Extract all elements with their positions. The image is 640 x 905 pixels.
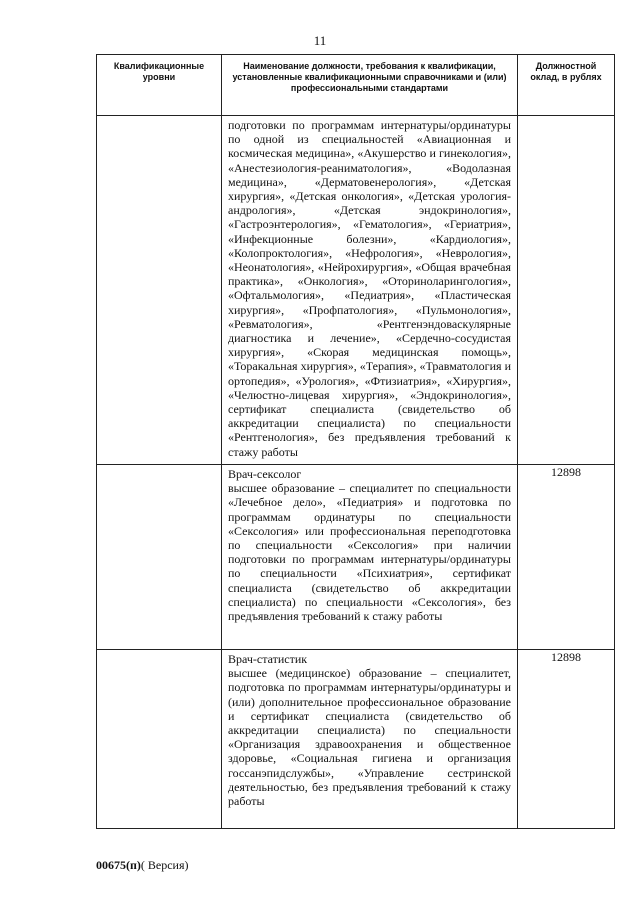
position-requirements-text: подготовки по программам интернатуры/ординатуры по одной из специальностей «Авиационная и космическая медицина», «Акушерство и гинекология», «Анестезиология-реаниматология», «Водолазная медицина», «Дерматовенерология», «Детская хирургия», «Детская онкология», «Детская урология-андрология», «Детская эндокринология», «Гастроэнтерология», «Гематология», «Гериатрия», «Инфекционные болезни», «Кардиология», «Колопроктология», «Нефрология», «Неврология», «Неонатология», «Нейрохирургия», «Общая врачебная практика», «Онкология», «Оториноларингология», «Офтальмология», «Педиатрия», «Пластическая хирургия», «Профпатология», «Пульмонология», «Ревматология», «Рентгенэндоваскулярные диагностика и лечение», «Сердечно-сосудистая хирургия», «Скорая медицинская помощь», «Торакальная хирургия», «Терапия», «Травматология и ортопедия», «Урология», «Фтизиатрия», «Хирургия», «Челюстно-лицевая хирургия», «Эндокринология», сертификат специалиста (свидетельство об аккредитации специалиста) по специальности «Рентгенология», без предъявления требований к стажу работы: [228, 118, 511, 459]
table-row: [97, 650, 615, 829]
position-requirements-text: высшее (медицинское) образование – специалитет, подготовка по программам интернатуры/ординатуры и (или) дополнительное профессиональное образование и сертификат специалиста (свидетельство об аккредитации специалиста) по специальности «Организация здравоохранения и общественное здоровье, «Социальная гигиена и организация госсанэпидслужбы», «Управление сестринской деятельностью, без предъявления требований к стажу работы: [228, 666, 511, 809]
document-version: ( Версия): [140, 858, 189, 872]
header-salary: Должностной оклад, в рублях: [518, 55, 615, 116]
document-code: [96, 858, 189, 873]
cell-salary: [518, 116, 615, 465]
table-header-row: [97, 55, 615, 116]
qualification-table: [96, 54, 615, 829]
header-position-requirements: Наименование должности, требования к квалификации, установленные квалификационными справочниками и (или) профессиональными стандартами: [222, 55, 518, 116]
cell-salary: 12898: [518, 465, 615, 650]
cell-level: [97, 650, 222, 829]
cell-position: [222, 465, 518, 650]
cell-position: [222, 116, 518, 465]
position-title: Врач-статистик: [228, 652, 308, 666]
cell-level: [97, 116, 222, 465]
header-qualification-levels: Квалификационные уровни: [97, 55, 222, 116]
position-title: Врач-сексолог: [228, 467, 302, 481]
page-number: 11: [313, 33, 327, 48]
cell-position: [222, 650, 518, 829]
cell-level: [97, 465, 222, 650]
cell-salary: 12898: [518, 650, 615, 829]
position-requirements-text: высшее образование – специалитет по специальности «Лечебное дело», «Педиатрия» и подготовка по программам ординатуры по специальности «Сексология» или профессиональная переподготовка по специальности «Сексология» при наличии подготовки по программам интернатуры/ординатуры по специальности «Психиатрия», сертификат специалиста (свидетельство об аккредитации специалиста) по специальности «Сексология», без предъявления требований к стажу работы: [228, 481, 511, 624]
table-row: [97, 116, 615, 465]
document-code-number: 00675(п): [96, 858, 141, 872]
table-row: [97, 465, 615, 650]
